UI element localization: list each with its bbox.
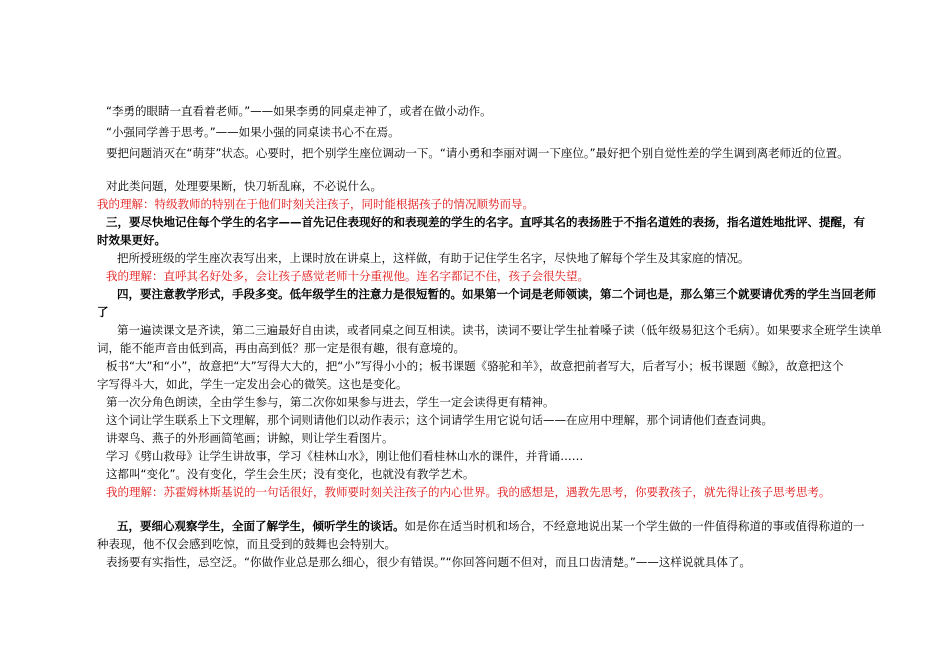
text-line: 词，能不能声音由低到高，再由高到低？那一定是很有趣，很有意境的。 (97, 341, 465, 355)
section-heading: 四，要注意教学形式，手段多变。低年级学生的注意力是很短暂的。如果第一个词是老师领读，第二个词也是，那么第三个就要请优秀的学生当回老师 (117, 287, 876, 301)
section-heading-cont: 了 (97, 305, 109, 319)
text-line: 种表现，他不仅会感到吃惊，而且受到的鼓舞也会特别大。 (97, 537, 396, 551)
comment-line: 我的理解：特级教师的特别在于他们时刻关注孩子，同时能根据孩子的情况顺势而导。 (97, 197, 534, 211)
comment-line: 我的理解：直呼其名好处多，会让孩子感觉老师十分重视他。连名字都记不住，孩子会很失望。 (106, 269, 589, 283)
text-line: 表扬要有实指性，忌空泛。“你做作业总是那么细心，很少有错误。”“你回答问题不但对，而且口齿清楚。”——这样说就具体了。 (106, 555, 751, 569)
text-line: 讲翠鸟、燕子的外形画简笔画；讲鲸，则让学生看图片。 (106, 431, 394, 445)
text-line: 这都叫“变化”。没有变化，学生会生厌；没有变化，也就没有教学艺术。 (106, 467, 475, 481)
text-line: 板书“大”和“小”，故意把“大”写得大大的，把“小”写得小小的；板书课题《骆驼和羊》，故意把前者写大，后者写小；板书课题《鲸》，故意把这个 (106, 359, 844, 373)
text-line: 把所授班级的学生座次表写出来，上课时放在讲桌上，这样做，有助于记住学生名字，尽快地了解每个学生及其家庭的情况。 (117, 251, 750, 265)
text-line: 第一次分角色朗读，全由学生参与，第二次你如果参与进去，学生一定会读得更有精神。 (106, 395, 555, 409)
text-line: 字写得斗大，如此，学生一定发出会心的微笑。这也是变化。 (97, 377, 408, 391)
text-line: “小强同学善于思考。”——如果小强的同桌读书心不在焉。 (106, 125, 400, 139)
text-line: 这个词让学生联系上下文理解，那个词则请他们以动作表示；这个词请学生用它说句话——在应用中理解，那个词请他们查查词典。 (106, 413, 773, 427)
section-paragraph (117, 518, 865, 534)
section-heading: 三，要尽快地记住每个学生的名字——首先记住表现好的和表现差的学生的名字。直呼其名的表扬胜于不指名道姓的表扬，指名道姓地批评、提醒，有 (106, 215, 865, 229)
text-line: 第一遍读课文是齐读，第二三遍最好自由读，或者同桌之间互相读。读书，读词不要让学生扯着嗓子读（低年级易犯这个毛病）。如果要求全班学生读单 (117, 323, 882, 337)
section-heading: 五，要细心观察学生，全面了解学生，倾听学生的谈话。 (117, 519, 405, 533)
text-line: 如是你在适当时机和场合，不经意地说出某一个学生做的一件值得称道的事或值得称道的一 (404, 519, 865, 533)
text-line: 对此类问题，处理要果断，快刀斩乱麻，不必说什么。 (106, 179, 382, 193)
text-line: “李勇的眼睛一直看着老师。”——如果李勇的同桌走神了，或者在做小动作。 (106, 104, 492, 118)
section-heading-cont: 时效果更好。 (97, 233, 166, 247)
text-line: 要把问题消灭在“萌芽”状态。心要时，把个别学生座位调动一下。“请小勇和李丽对调一下座位。”最好把个别自觉性差的学生调到离老师近的位置。 (106, 146, 849, 160)
comment-line: 我的理解：苏霍姆林斯基说的一句话很好，教师要时刻关注孩子的内心世界。我的感想是，遇教先思考，你要教孩子，就先得让孩子思考思考。 (106, 485, 831, 499)
text-line: 学习《劈山救母》让学生讲故事，学习《桂林山水》，刚让他们看桂林山水的课件，并背诵…… (106, 449, 584, 463)
